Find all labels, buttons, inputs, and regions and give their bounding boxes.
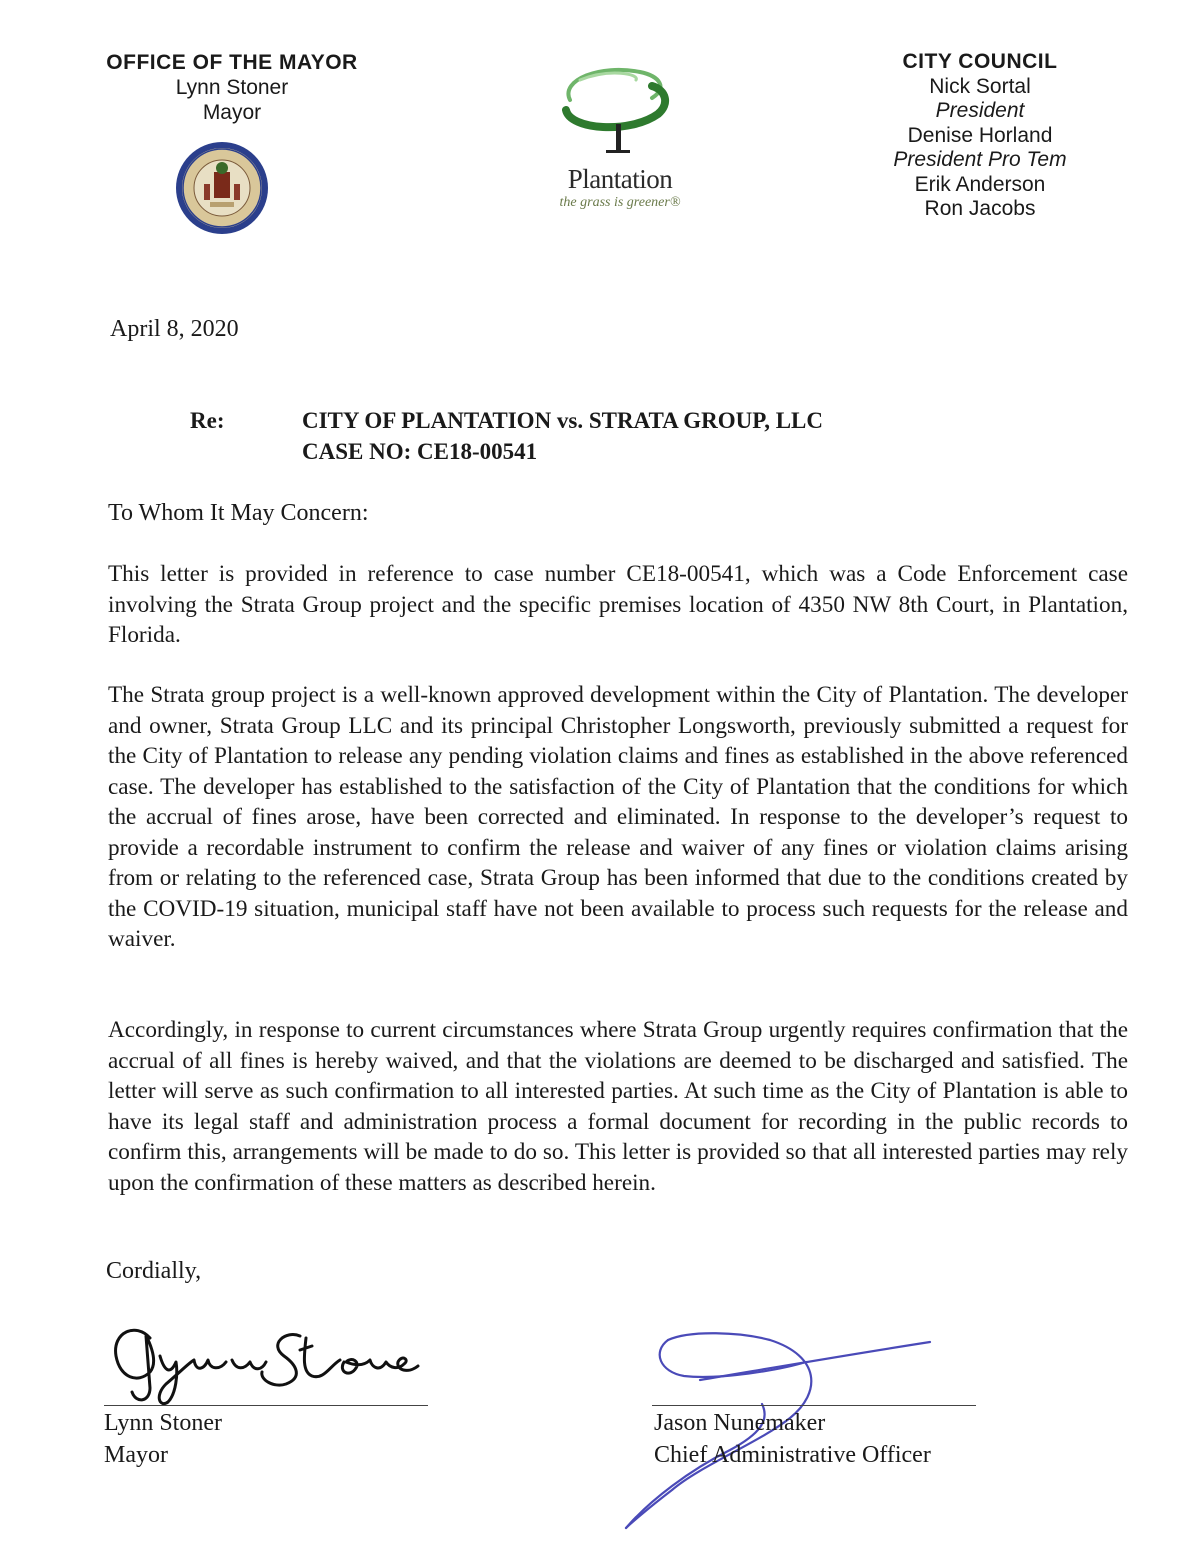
council-member-role: President Pro Tem <box>893 148 1067 171</box>
mayor-title: Mayor <box>202 101 262 124</box>
council-member-name: Erik Anderson <box>914 172 1046 196</box>
council-member-name: Denise Horland <box>907 123 1053 147</box>
logo-tagline: the grass is greener® <box>559 195 681 210</box>
cao-signature-line <box>652 1405 976 1406</box>
letter-date: April 8, 2020 <box>110 316 239 342</box>
council-member-name: Nick Sortal <box>929 74 1031 98</box>
city-seal-icon <box>174 140 270 236</box>
city-council-block <box>860 50 1100 222</box>
mayor-office-block <box>92 50 372 125</box>
mayor-sign-name: Lynn Stoner <box>104 1410 222 1436</box>
mayor-sign-title: Mayor <box>104 1442 168 1468</box>
mayor-name: Lynn Stoner <box>175 76 289 99</box>
salutation: To Whom It May Concern: <box>108 500 369 526</box>
body-paragraph: Accordingly, in response to current circumstances where Strata Group urgently requires confirmation that the accrual of all fines is hereby waived, and that the violations are deemed to be discharged and satisfied. The letter will serve as such confirmation to all interested parties. At such time as the City of Plantation is able to have its legal staff and administration process a formal document for recording in the public records to confirm this, arrangements will be made to do so. This letter is provided so that all interested parties may rely upon the confirmation of these matters as described herein. <box>108 1017 1128 1196</box>
cao-sign-name: Jason Nunemaker <box>654 1410 826 1436</box>
mayor-signature-line <box>104 1405 428 1406</box>
cao-sign-title: Chief Administrative Officer <box>654 1442 931 1468</box>
council-member-role: President <box>935 99 1025 122</box>
logo-name: Plantation <box>567 164 673 194</box>
mayor-signature-icon <box>116 1330 418 1403</box>
mayor-office-heading: OFFICE OF THE MAYOR <box>106 51 358 74</box>
re-case-title: CITY OF PLANTATION vs. STRATA GROUP, LLC <box>302 408 823 433</box>
council-heading: CITY COUNCIL <box>902 50 1058 73</box>
re-label: Re: <box>190 408 225 433</box>
body-paragraph: The Strata group project is a well-known approved development within the City of Plantation. The developer and owner, Strata Group LLC and its principal Christopher Longsworth, previously submitted a request for the City of Plantation to release any pending violation claims and fines as established in the above referenced case. The developer has established to the satisfaction of the City of Plantation that the conditions for which the accrual of fines arose, have been corrected and eliminated. In response to the developer’s request to provide a recordable instrument to confirm the release and waiver of any fines or violation claims arising from or relating to the referenced case, Strata Group has been informed that due to the conditions created by the COVID-19 situation, municipal staff have not been available to process such requests for the release and waiver. <box>108 682 1128 952</box>
closing: Cordially, <box>106 1258 202 1284</box>
body-paragraph: This letter is provided in reference to case number CE18-00541, which was a Code Enforcement case involving the Strata Group project and the specific premises location of 4350 NW 8th Court, in Plantation, Florida. <box>108 561 1128 648</box>
re-case-number: CASE NO: CE18-00541 <box>302 439 538 464</box>
council-member-name: Ron Jacobs <box>924 197 1036 220</box>
